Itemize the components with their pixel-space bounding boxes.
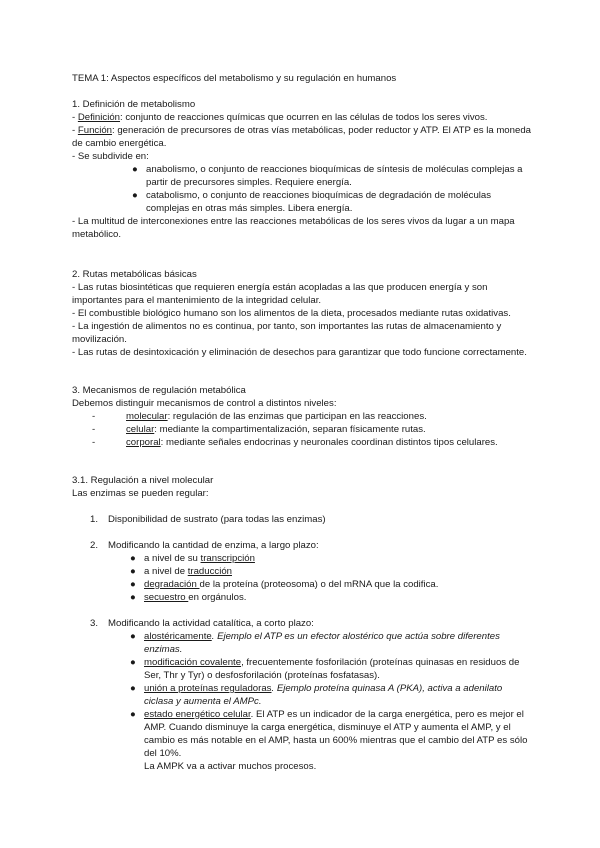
level-text: : mediante la compartimentalización, separan físicamente rutas. (154, 424, 426, 435)
dash: - (92, 424, 96, 435)
bullet-icon: ● (130, 683, 136, 694)
list-item (72, 578, 534, 591)
paragraph-line: - Las rutas de desintoxicación y eliminación de desechos para garantizar que todo funcione correctamente. (72, 347, 527, 358)
paragraph-line: - El combustible biológico humano son los alimentos de la dieta, procesados mediante rutas oxidativas. (72, 308, 511, 319)
item-number: 2. (90, 540, 99, 551)
section-3-heading: 3. Mecanismos de regulación metabólica (72, 385, 246, 396)
paragraph-line: - La ingestión de alimentos no es continua, por tanto, son importantes las rutas de almacenamiento y movilización. (72, 321, 502, 345)
item-number: 1. (90, 514, 99, 525)
level-term: corporal (126, 437, 161, 448)
list-item (72, 708, 534, 760)
closing-line: - La multitud de interconexiones entre las reacciones metabólicas de los seres vivos da lugar a un mapa metabólico. (72, 216, 515, 240)
anabolism-text: anabolismo, o conjunto de reacciones bioquímicas de síntesis de moléculas complejas a partir de precursores simples. Requiere energía. (146, 164, 523, 188)
section-2-heading: 2. Rutas metabólicas básicas (72, 269, 197, 280)
definition-term: Definición (77, 112, 121, 123)
dash: - (72, 112, 78, 123)
list-item (72, 163, 534, 189)
list-item (72, 410, 534, 423)
dash: - (92, 437, 96, 448)
subdivision-intro: - Se subdivide en: (72, 151, 149, 162)
numbered-item-2 (72, 539, 534, 552)
item-text: Modificando la cantidad de enzima, a largo plazo: (108, 540, 319, 551)
dash: - (72, 125, 78, 136)
regulatory-proteins-text: . Ejemplo proteína quinasa A (PKA), activa a adenilato ciclasa y aumenta el AMPc. (144, 683, 503, 707)
text: de la proteína (proteosoma) o del mRNA que la codifica. (199, 579, 439, 590)
section-3-1-heading: 3.1. Regulación a nivel molecular (72, 475, 214, 486)
numbered-item-1 (72, 513, 534, 526)
energy-state-term: estado energético celular (144, 709, 251, 720)
function-term: Función (77, 125, 113, 136)
document-title: TEMA 1: Aspectos específicos del metabolismo y su regulación en humanos (72, 73, 397, 84)
dash: - (92, 411, 96, 422)
function-line (72, 124, 534, 150)
function-text: : generación de precursores de otras vías metabólicas, poder reductor y ATP. El ATP es la moneda de cambio energética. (72, 125, 531, 149)
section-3-intro: Debemos distinguir mecanismos de control a distintos niveles: (72, 398, 337, 409)
level-term: molecular (126, 411, 168, 422)
list-item (72, 630, 534, 656)
list-item (72, 565, 534, 578)
level-text: : regulación de las enzimas que participan en las reacciones. (167, 411, 427, 422)
document-title-block (72, 72, 534, 85)
list-item (72, 656, 534, 682)
text: a nivel de su (144, 553, 201, 564)
bullet-icon: ● (130, 657, 136, 668)
list-item (72, 436, 534, 449)
bullet-icon: ● (130, 631, 136, 642)
list-item (72, 552, 534, 565)
bullet-icon: ● (130, 592, 136, 603)
bullet-icon: ● (130, 709, 136, 720)
covalent-term: modificación covalente (144, 657, 242, 668)
list-item (72, 682, 534, 708)
ampk-text: La AMPK va a activar muchos procesos. (144, 761, 317, 772)
bullet-icon: ● (132, 164, 138, 175)
item-text: Modificando la actividad catalítica, a corto plazo: (108, 618, 314, 629)
covalent-text: , frecuentemente fosforilación (proteínas quinasas en residuos de Ser, Thr y Tyr) o desfosforilación (proteínas fosfatasas). (144, 657, 520, 681)
list-item (72, 189, 534, 215)
section-3-1 (72, 474, 534, 773)
section-1 (72, 98, 534, 241)
translation-term: traducción (187, 566, 232, 577)
bullet-icon: ● (130, 579, 136, 590)
section-3-1-intro: Las enzimas se pueden regular: (72, 488, 209, 499)
section-1-heading: 1. Definición de metabolismo (72, 99, 196, 110)
bullet-icon: ● (130, 553, 136, 564)
numbered-item-3 (72, 617, 534, 630)
text: a nivel de (144, 566, 188, 577)
bullet-icon: ● (130, 566, 136, 577)
section-2 (72, 268, 534, 359)
text: en orgánulos. (188, 592, 247, 603)
allosteric-text: . Ejemplo el ATP es un efector alostérico que actúa sobre diferentes enzimas. (144, 631, 500, 655)
catabolism-text: catabolismo, o conjunto de reacciones bioquímicas de degradación de moléculas complejas en otras más simples. Libera energía. (146, 190, 492, 214)
item-number: 3. (90, 618, 99, 629)
ampk-note (72, 760, 534, 773)
section-3 (72, 384, 534, 449)
degradation-term: degradación (144, 579, 200, 590)
item-text: Disponibilidad de sustrato (para todas las enzimas) (108, 514, 326, 525)
list-item (72, 423, 534, 436)
definition-text: : conjunto de reacciones químicas que ocurren en las células de todos los seres vivos. (120, 112, 488, 123)
list-item (72, 591, 534, 604)
allosteric-term: alostéricamente (144, 631, 212, 642)
transcription-term: transcripción (200, 553, 255, 564)
regulatory-proteins-term: unión a proteínas reguladoras (144, 683, 272, 694)
paragraph-line: - Las rutas biosintéticas que requieren energía están acopladas a las que producen energía y son importantes para el mantenimiento de la integridad celular. (72, 282, 488, 306)
sequestration-term: secuestro (144, 592, 189, 603)
definition-line (72, 111, 534, 124)
energy-state-text: . El ATP es un indicador de la carga energética, pero es mejor el AMP. Cuando disminuye la carga energética, disminuye el ATP y aumenta el AMP, y el cambio es más notable en el AMP, hasta un 600% mientras que el cambio del ATP es sólo del 10%. (144, 709, 528, 759)
bullet-icon: ● (132, 190, 138, 201)
level-term: celular (126, 424, 155, 435)
level-text: : mediante señales endocrinas y neuronales coordinan distintos tipos celulares. (160, 437, 498, 448)
